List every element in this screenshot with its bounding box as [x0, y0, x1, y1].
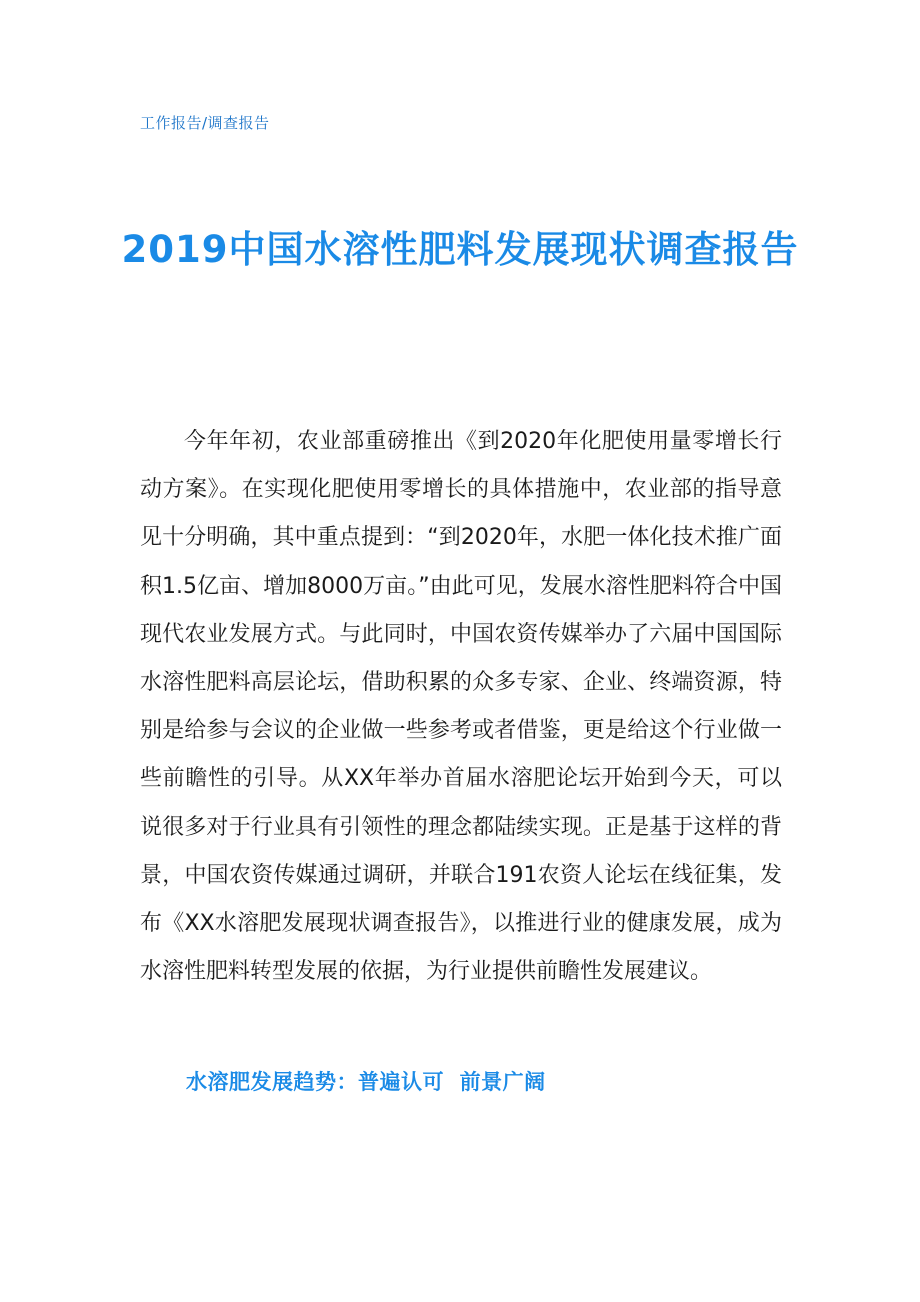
category-label: 工作报告/调查报告: [140, 114, 270, 132]
section-subheading: 水溶肥发展趋势：普遍认可 前景广阔: [186, 1070, 546, 1094]
body-paragraph: 今年年初，农业部重磅推出《到2020年化肥使用量零增长行动方案》。在实现化肥使用零增长的具体措施中，农业部的指导意见十分明确，其中重点提到：“到2020年，水肥一体化技术推广面积1.5亿亩、增加8000万亩。”由此可见，发展水溶性肥料符合中国现代农业发展方式。与此同时，中国农资传媒举办了六届中国国际水溶性肥料高层论坛，借助积累的众多专家、企业、终端资源，特别是给参与会议的企业做一些参考或者借鉴，更是给这个行业做一些前瞻性的引导。从XX年举办首届水溶肥论坛开始到今天，可以说很多对于行业具有引领性的理念都陆续实现。正是基于这样的背景，中国农资传媒通过调研，并联合191农资人论坛在线征集，发布《XX水溶肥发展现状调查报告》，以推进行业的健康发展，成为水溶性肥料转型发展的依据，为行业提供前瞻性发展建议。: [140, 429, 782, 985]
document-title: 2019中国水溶性肥料发展现状调查报告: [121, 228, 799, 271]
